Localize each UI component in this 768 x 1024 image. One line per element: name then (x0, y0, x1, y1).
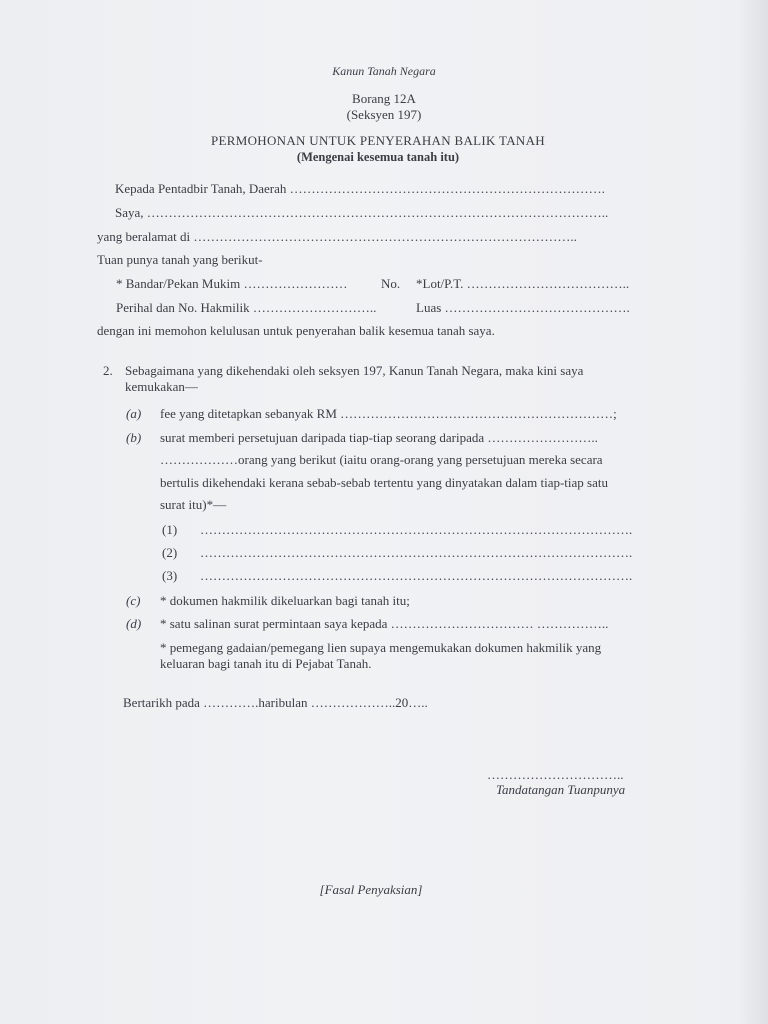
item-c-label: (c) (126, 593, 141, 608)
form-section: (Seksyen 197) (346, 107, 422, 122)
sub-item-1-line: ………………………………………………………………………………………. (200, 522, 633, 537)
sub-item-3-label: (3) (162, 568, 178, 583)
application-statement: dengan ini memohon kelulusan untuk penyerahan balik kesemua tanah saya. (97, 323, 495, 338)
sub-item-2-label: (2) (162, 545, 178, 560)
form-number: Borang 12A (352, 91, 416, 106)
form-title: PERMOHONAN UNTUK PENYERAHAN BALIK TANAH (211, 133, 545, 148)
applicant-name-line: Saya, …………………………………………………………………………………………….. (115, 205, 609, 220)
area-field: Luas ……………………………………. (416, 300, 630, 315)
item-a-text: fee yang ditetapkan sebanyak RM ………………………………………………………; (160, 406, 617, 421)
item-c-text: * dokumen hakmilik dikeluarkan bagi tanah itu; (160, 593, 410, 608)
act-name: Kanun Tanah Negara (332, 64, 436, 78)
signature-line: ………………………….. (487, 767, 624, 782)
title-description-field: Perihal dan No. Hakmilik ……………………….. (116, 300, 377, 315)
item-b-label: (b) (126, 430, 142, 445)
para2-line1: Sebagaimana yang dikehendaki oleh seksyen 197, Kanun Tanah Negara, maka kini saya (125, 363, 584, 378)
date-line: Bertarikh pada ………….haribulan ………………..20….. (123, 695, 428, 710)
address-line: yang beralamat di …………………………………………………………………………….. (97, 229, 577, 244)
item-b-text2: ………………orang yang berikut (iaitu orang-orang yang persetujuan mereka secara (160, 452, 603, 467)
item-b-text4: surat itu)*— (160, 497, 227, 512)
addressee-line: Kepada Pentadbir Tanah, Daerah ………………………………………………………………. (115, 181, 605, 196)
witnessing-clause: [Fasal Penyaksian] (319, 882, 423, 897)
item-e-text1: * pemegang gadaian/pemegang lien supaya mengemukakan dokumen hakmilik yang (160, 640, 602, 655)
item-b-text1: surat memberi persetujuan daripada tiap-tiap seorang daripada …………………….. (160, 430, 598, 445)
town-mukim-field: * Bandar/Pekan Mukim …………………… (116, 276, 348, 291)
item-a-label: (a) (126, 406, 142, 421)
paragraph-number: 2. (103, 363, 113, 378)
item-d-label: (d) (126, 616, 142, 631)
lot-pt-field: *Lot/P.T. ……………………………….. (416, 276, 630, 291)
owner-of-land-line: Tuan punya tanah yang berikut- (97, 252, 263, 267)
item-d-text: * satu salinan surat permintaan saya kepada …………………………… …………….. (160, 616, 609, 631)
sub-item-2-line: ………………………………………………………………………………………. (200, 545, 633, 560)
para2-line2: kemukakan— (125, 379, 198, 394)
sub-item-1-label: (1) (162, 522, 178, 537)
sub-item-3-line: ………………………………………………………………………………………. (200, 568, 633, 583)
signature-label: Tandatangan Tuanpunya (496, 782, 626, 797)
item-e-text2: keluaran bagi tanah itu di Pejabat Tanah. (160, 656, 372, 671)
form-subtitle: (Mengenai kesemua tanah itu) (296, 150, 460, 164)
no-label: No. (381, 276, 401, 291)
item-b-text3: bertulis dikehendaki kerana sebab-sebab tertentu yang dinyatakan dalam tiap-tiap satu (160, 475, 608, 490)
